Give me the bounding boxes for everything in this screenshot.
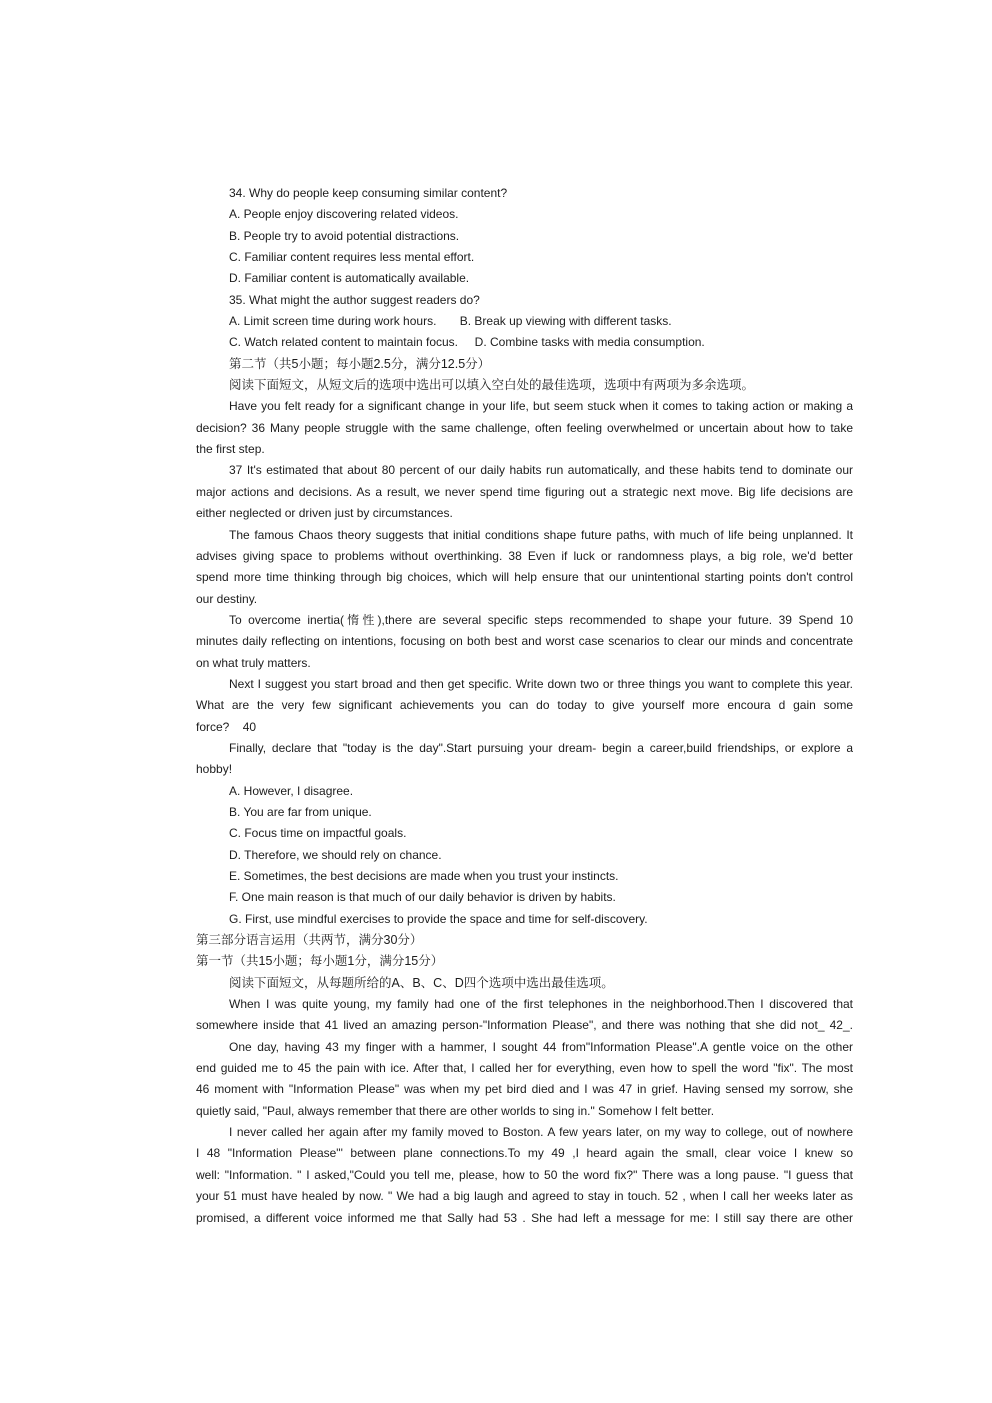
passage-line: our destiny.: [196, 591, 258, 606]
passage-line: hobby!: [196, 762, 233, 777]
part3-instruction: 阅读下面短文，从每题所给的A、B、C、D四个选项中选出最佳选项。: [229, 975, 614, 990]
cloze-line: When I was quite young, my family had one of the first telephones in the neighborhood.Then I discovered that: [229, 997, 853, 1012]
section2-option-d: D. Therefore, we should rely on chance.: [229, 847, 442, 862]
exam-page: [196, 183, 853, 1229]
passage-line: decision? 36 Many people struggle with the same challenge, often feeling overwhelmed or uncertain about how to take: [196, 420, 853, 435]
cloze-line: end guided me to 45 the pain with ice. After that, I called her for everything, even how to spell the word "fix". The most: [196, 1061, 853, 1076]
q35-stem: 35. What might the author suggest readers do?: [229, 292, 480, 307]
section2-option-b: B. You are far from unique.: [229, 804, 372, 819]
passage-line: major actions and decisions. As a result, we never spend time figuring out a strategic next move. Big life decisions are: [196, 484, 853, 499]
section2-instruction: 阅读下面短文，从短文后的选项中选出可以填入空白处的最佳选项，选项中有两项为多余选项。: [229, 378, 755, 393]
passage-line: advises giving space to problems without overthinking. 38 Even if luck or randomness plays, a big role, we'd better: [196, 548, 853, 563]
q34-option-b: B. People try to avoid potential distractions.: [229, 228, 460, 243]
cloze-line: well: "Information. " I asked,"Could you tell me, please, how to 50 the word fix?" There was a long pause. "I guess that: [196, 1167, 853, 1182]
q34-option-d: D. Familiar content is automatically available.: [229, 271, 470, 286]
passage-line: To overcome inertia(惰性),there are several specific steps recommended to shape your future. 39 Spend 10: [229, 612, 853, 627]
section2-option-c: C. Focus time on impactful goals.: [229, 826, 407, 841]
section2-option-a: A. However, I disagree.: [229, 783, 354, 798]
section2-option-e: E. Sometimes, the best decisions are made when you trust your instincts.: [229, 869, 619, 883]
cloze-line: quietly said, "Paul, always remember that there are other worlds to sing in." Somehow I felt better.: [196, 1103, 715, 1118]
passage-line: on what truly matters.: [196, 655, 311, 670]
passage-line: either neglected or driven just by circumstances.: [196, 506, 453, 521]
passage-line: Next I suggest you start broad and then get specific. Write down two or three things you want to complete this year.: [229, 676, 853, 691]
cloze-line: somewhere inside that 41 lived an amazing person-"Information Please", and there was nothing that she did not_ 42_.: [196, 1018, 853, 1033]
part3-heading: 第三部分语言运用（共两节，满分30分）: [196, 933, 423, 948]
passage-line: force? 40: [196, 719, 257, 734]
q34-option-c: C. Familiar content requires less mental effort.: [229, 250, 475, 265]
q34-stem: 34. Why do people keep consuming similar content?: [229, 186, 508, 200]
section2-option-f: F. One main reason is that much of our daily behavior is driven by habits.: [229, 890, 616, 905]
q35-options-row-1: A. Limit screen time during work hours. B. Break up viewing with different tasks.: [229, 314, 672, 329]
passage-line: the first step.: [196, 442, 265, 457]
passage-line: Finally, declare that "today is the day".Start pursuing your dream- begin a career,build friendships, or explore a: [229, 740, 853, 755]
passage-line: spend more time thinking through big choices, which will help ensure that our unintentional starting points don't control: [196, 570, 853, 585]
passage-line: 37 It's estimated that about 80 percent of our daily habits run automatically, and these habits tend to dominate our: [229, 463, 853, 478]
cloze-line: 46 moment with "Information Please" was when my pet bird died and I was 47 in grief. Having sensed my sorrow, she: [196, 1082, 853, 1097]
section2-option-g: G. First, use mindful exercises to provide the space and time for self-discovery.: [229, 911, 648, 926]
q35-options-row-2: C. Watch related content to maintain focus. D. Combine tasks with media consumption.: [229, 335, 705, 350]
passage-line: Have you felt ready for a significant change in your life, but seem stuck when it comes to taking action or making a: [229, 399, 853, 414]
passage-line: What are the very few significant achievements you can do today to give yourself more encoura d gain some: [196, 698, 853, 713]
q34-option-a: A. People enjoy discovering related videos.: [229, 207, 459, 222]
cloze-line: promised, a different voice informed me that Sally had 53 . She had left a message for me: I still say there are other: [196, 1210, 853, 1225]
cloze-line: One day, having 43 my finger with a hammer, I sought 44 from"Information Please".A gentle voice on the other: [229, 1039, 853, 1054]
cloze-line: I 48 "Information Please"' between plane connections.To my 49 ,I heard again the small, clear voice I knew so: [196, 1146, 853, 1161]
passage-line: minutes daily reflecting on intentions, focusing on both best and worst case scenarios to clear our minds and concentrate: [196, 634, 853, 649]
part3-subheading: 第一节（共15小题；每小题1分，满分15分）: [196, 954, 444, 969]
section2-heading: 第二节（共5小题；每小题2.5分，满分12.5分）: [229, 356, 491, 371]
cloze-line: I never called her again after my family moved to Boston. A few years later, on my way to college, out of nowhere: [229, 1125, 853, 1140]
passage-line: The famous Chaos theory suggests that initial conditions shape future paths, with much of life being unplanned. It: [229, 527, 853, 542]
cloze-line: your 51 must have healed by now. " We had a big laugh and agreed to stay in touch. 52 , when I call her weeks later as: [196, 1189, 853, 1204]
